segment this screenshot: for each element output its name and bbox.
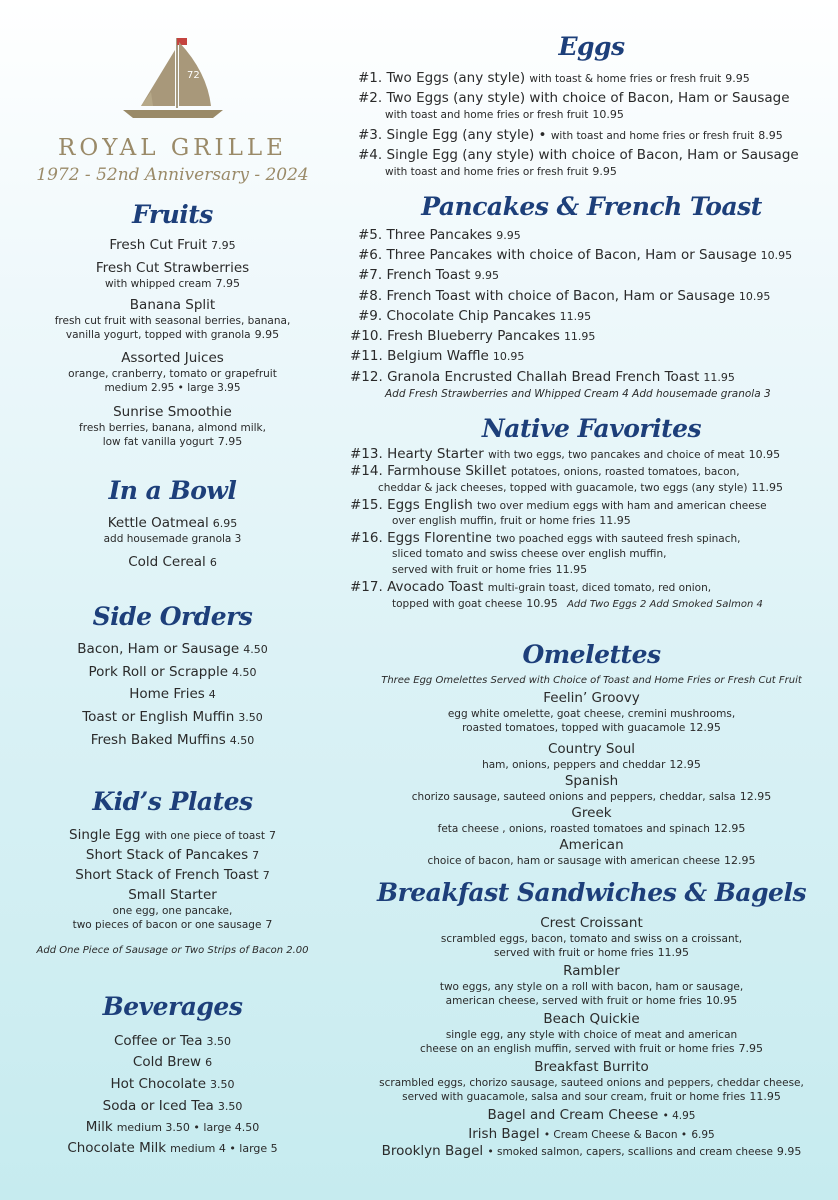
menu-item: Small Starter one egg, one pancake, two pieces of bacon or one sausage 7: [72, 887, 273, 931]
menu-item: Fresh Cut Fruit 7.95: [109, 237, 236, 253]
menu-item: Coffee or Tea 3.50: [113, 1033, 232, 1049]
fruits-heading: Fruits: [132, 200, 213, 229]
menu-item: Crest Croissant scrambled eggs, bacon, tomato and swiss on a croissant, served with fruit or home fries 11.95: [440, 915, 743, 959]
beverages-heading: Beverages: [102, 992, 243, 1021]
left-column: [0, 0, 345, 1200]
item-description: cheddar & jack cheeses, topped with guacamole, two eggs (any style) 11.95: [378, 481, 783, 494]
menu-item: #10. Fresh Blueberry Pancakes 11.95: [350, 328, 596, 344]
menu-item: Beach Quickie single egg, any style with choice of meat and american cheese on an english muffin, served with fruit or home fries 7.95: [419, 1011, 764, 1055]
item-description: topped with goat cheese 10.95 Add Two Eggs 2 Add Smoked Salmon 4: [392, 597, 763, 610]
restaurant-name: ROYAL GRILLE: [58, 135, 287, 161]
menu-item: Home Fries 4: [129, 686, 216, 702]
menu-item: #3. Single Egg (any style) • with toast and home fries or fresh fruit 8.95: [358, 127, 783, 143]
menu-item: #8. French Toast with choice of Bacon, Ham or Sausage 10.95: [358, 288, 771, 304]
bowl-heading: In a Bowl: [108, 476, 237, 505]
menu-item: Breakfast Burrito scrambled eggs, chorizo sausage, sauteed onions and peppers, cheddar cheese, served with guacamole, salsa and sour cream, fruit or home fries 11.95: [379, 1059, 804, 1103]
kids-heading: Kid’s Plates: [92, 787, 253, 816]
menu-item: #17. Avocado Toast multi-grain toast, diced tomato, red onion,: [350, 579, 712, 595]
item-description: with toast and home fries or fresh fruit 10.95: [385, 108, 624, 121]
menu-item: Milk medium 3.50 • large 4.50: [85, 1119, 260, 1135]
menu-item: Assorted Juices orange, cranberry, tomato or grapefruit medium 2.95 • large 3.95: [68, 350, 277, 394]
menu-item: Cold Cereal 6: [128, 554, 217, 570]
menu-item: Short Stack of Pancakes 7: [85, 847, 260, 863]
menu-item: Single Egg with one piece of toast 7: [69, 827, 276, 843]
menu-item: Fresh Cut Strawberries with whipped cream 7.95: [95, 260, 250, 290]
menu-item: Greek feta cheese , onions, roasted tomatoes and spinach 12.95: [437, 805, 746, 835]
item-description: with toast and home fries or fresh fruit 9.95: [385, 165, 617, 178]
menu-item: Short Stack of French Toast 7: [75, 867, 270, 883]
native-heading: Native Favorites: [481, 414, 702, 443]
omelettes-heading: Omelettes: [522, 640, 661, 669]
sandwiches-heading: Breakfast Sandwiches & Bagels: [376, 878, 807, 907]
menu-item: #15. Eggs English two over medium eggs with ham and american cheese: [350, 497, 767, 513]
menu-item: #5. Three Pancakes 9.95: [358, 227, 521, 243]
menu-item: Hot Chocolate 3.50: [110, 1076, 235, 1092]
menu-item: Banana Split fresh cut fruit with seasonal berries, banana, vanilla yogurt, topped with granola 9.95: [54, 297, 291, 341]
eggs-heading: Eggs: [558, 32, 625, 61]
menu-item: Kettle Oatmeal 6.95 add housemade granola 3: [103, 515, 242, 545]
menu-item: Chocolate Milk medium 4 • large 5: [67, 1140, 278, 1156]
menu-item: Fresh Baked Muffins 4.50: [90, 732, 255, 748]
svg-text:72: 72: [187, 70, 200, 81]
omelettes-intro: Three Egg Omelettes Served with Choice of Toast and Home Fries or Fresh Cut Fruit: [381, 675, 802, 686]
menu-item: #11. Belgium Waffle 10.95: [350, 348, 525, 364]
menu-item: Bagel and Cream Cheese • 4.95: [487, 1107, 696, 1123]
menu-item: Cold Brew 6: [132, 1054, 213, 1070]
menu-item: #4. Single Egg (any style) with choice of Bacon, Ham or Sausage: [358, 147, 799, 163]
pancakes-note: Add Fresh Strawberries and Whipped Cream 4 Add housemade granola 3: [385, 388, 771, 400]
menu-item: Spanish chorizo sausage, sauteed onions and peppers, cheddar, salsa 12.95: [411, 773, 772, 803]
menu-item: Soda or Iced Tea 3.50: [102, 1098, 243, 1114]
menu-item: #6. Three Pancakes with choice of Bacon, Ham or Sausage 10.95: [358, 247, 793, 263]
menu-item: #13. Hearty Starter with two eggs, two pancakes and choice of meat 10.95: [350, 446, 781, 462]
right-column: [345, 0, 838, 1200]
anniversary-line: 1972 - 52nd Anniversary - 2024: [36, 165, 309, 185]
menu-item: #1. Two Eggs (any style) with toast & home fries or fresh fruit 9.95: [358, 70, 750, 86]
menu-item: Rambler two eggs, any style on a roll with bacon, ham or sausage, american cheese, served with fruit or home fries 10.95: [439, 963, 744, 1007]
menu-item: #16. Eggs Florentine two poached eggs with sauteed fresh spinach,: [350, 530, 741, 546]
menu-item: Sunrise Smoothie fresh berries, banana, almond milk, low fat vanilla yogurt 7.95: [79, 404, 266, 448]
menu-item: Feelin’ Groovy egg white omelette, goat cheese, cremini mushrooms, roasted tomatoes, topped with guacamole 12.95: [447, 690, 736, 734]
menu-item: #7. French Toast 9.95: [358, 267, 499, 283]
item-description: sliced tomato and swiss cheese over english muffin,: [392, 548, 667, 560]
sides-heading: Side Orders: [92, 602, 253, 631]
menu-item: #14. Farmhouse Skillet potatoes, onions, roasted tomatoes, bacon,: [350, 463, 740, 479]
item-description: over english muffin, fruit or home fries 11.95: [392, 514, 631, 527]
menu-item: #9. Chocolate Chip Pancakes 11.95: [358, 308, 592, 324]
menu-item: Pork Roll or Scrapple 4.50: [88, 664, 257, 680]
menu-item: Bacon, Ham or Sausage 4.50: [77, 641, 268, 657]
menu-item: #12. Granola Encrusted Challah Bread French Toast 11.95: [350, 369, 735, 385]
pancakes-heading: Pancakes & French Toast: [421, 192, 762, 221]
menu-item: #2. Two Eggs (any style) with choice of Bacon, Ham or Sausage: [358, 90, 790, 106]
menu-item: American choice of bacon, ham or sausage with american cheese 12.95: [427, 837, 756, 867]
kids-note: Add One Piece of Sausage or Two Strips of Bacon 2.00: [36, 945, 309, 956]
menu-item: Country Soul ham, onions, peppers and cheddar 12.95: [482, 741, 701, 771]
menu-item: Irish Bagel • Cream Cheese & Bacon • 6.95: [468, 1126, 715, 1142]
menu-item: Brooklyn Bagel • smoked salmon, capers, scallions and cream cheese 9.95: [381, 1143, 802, 1159]
item-description: served with fruit or home fries 11.95: [392, 563, 588, 576]
menu-item: Toast or English Muffin 3.50: [82, 709, 263, 725]
